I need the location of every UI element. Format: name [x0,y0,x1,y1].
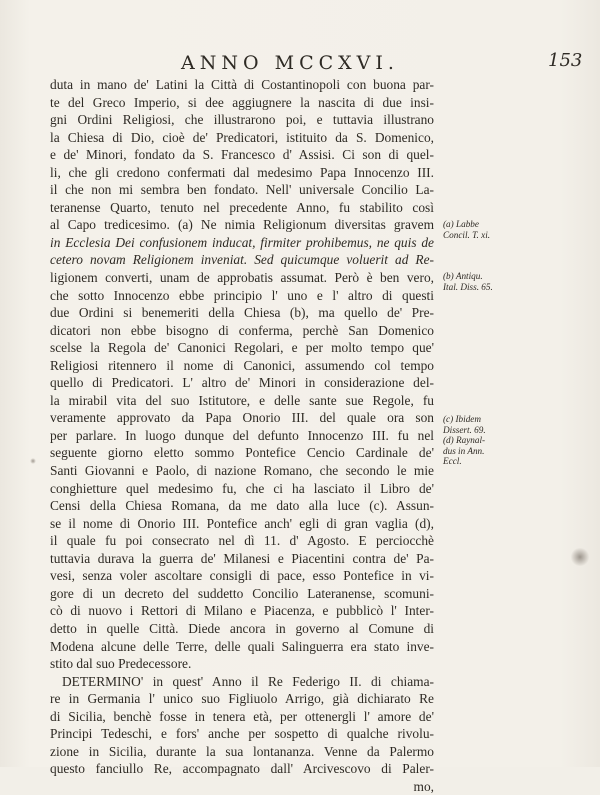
text-line: gni Ordini Religiosi, che illustrarono poi, e tuttavia illustrano [50,112,434,128]
marginal-note-a [443,219,503,240]
text-line: la Chiesa di Dio, cioè de' Predicatori, istituito da S. Domenico, [50,129,434,145]
text-line: cetero novam Religionem inveniat. Sed quicumque voluerit ad Re- [50,252,434,268]
note-line: (c) Ibidem [443,414,482,424]
text-line: duta in mano de' Latini la Città di Costantinopoli con buona par- [50,77,434,92]
note-line: Eccl. [443,456,462,466]
text-line: scelse la Regola de' Canonici Regolari, e per molto tempo que' [50,340,434,356]
text-line: teranense Quarto, tenuto nel precedente Anno, fu stabilito così [50,199,434,215]
text-line: dicatori non ebbe bisogno di conferma, perchè San Domenico [50,322,434,338]
text-line: Modena alcune delle Terre, delle quali Salinguerra era stato inve- [50,638,434,654]
text-line: zione in Sicilia, durante la sua lontananza. Venne da Palermo [50,743,434,759]
text-line: due Ordini si benemeriti della Chiesa (b), ma quello de' Pre- [50,305,434,321]
text-line: re in Germania l' unico suo Figliuolo Arrigo, già dichiarato Re [50,691,434,707]
text-line: tuttavia durava la guerra de' Milanesi e Piacentini contra de' Pa- [50,550,434,566]
text-line: vesi, senza voler ascoltare consigli di pace, esso Pontefice in vi- [50,568,434,584]
text-line: Santi Giovanni e Paolo, di nazione Romano, che secondo le mie [50,463,434,479]
text-line: il che non mi sembra ben fondato. Nell' universale Concilio La- [50,182,434,198]
text-line: Principi Tedeschi, e fors' anche per sospetto di qualche rivolu- [50,726,434,742]
text-line: veramente approvato da Papa Onorio III. del quale ora son [50,410,434,426]
text-line: la mirabil vita del suo Istitutore, e delle sante sue Regole, fu [50,392,434,408]
text-line: cò di nuovo i Rettori di Milano e Piacenza, e pubblicò l' Inter- [50,603,434,619]
text-line: Religiosi ritennero il nome di Canonici, assumendo col tempo [50,357,434,373]
text-line: detto in quelle Città. Diede ancora in governo al Comune di [50,620,434,636]
marginal-note-c-d [443,414,503,467]
note-line: (b) Antiqu. [443,271,483,281]
note-line: dus in Ann. [443,445,485,456]
text-line: conghietture quel medesimo fu, che ci ha lasciato il Libro de' [50,480,434,496]
note-line: Dissert. 69. [443,424,486,435]
page-number: 153 [548,50,583,71]
text-line: DETERMINO' in quest' Anno il Re Federigo II. di chiama- [62,673,434,689]
text-line: se il nome di Onorio III. Pontefice anch' egli di gran vaglia (d), [50,515,434,531]
text-line: al Capo tredicesimo. (a) Ne nimia Religionum diversitas gravem [50,217,434,233]
text-line: il quale fu poi consecrato nel dì 11. d' Agosto. E perciocchè [50,533,434,549]
text-line: seguente giorno eletto sommo Pontefice Cencio Cardinale de' [50,445,434,461]
marginal-note-b [443,271,503,292]
text-line: che sotto Innocenzo ebbe principio l' uno e l' altro di questi [50,287,434,303]
text-line: in Ecclesia Dei confusionem inducat, firmiter prohibemus, ne quis de [50,234,434,250]
note-line: (a) Labbe [443,219,479,229]
ink-stain [570,548,590,566]
text-line: e de' Minori, fondato da S. Francesco d' Assisi. Ci son di quel- [50,147,434,163]
note-line: Concil. T. xi. [443,229,491,240]
text-line: per parlare. In luogo dunque del defunto Innocenzo III. fu nel [50,427,434,443]
body-text [50,76,434,795]
text-line: stito dal suo Predecessore. [50,656,192,672]
text-line: questo fanciullo Re, accompagnato dall' Arcivescovo di Paler- [50,761,434,777]
ink-stain [30,458,36,464]
text-line: quello di Predicatori. L' altro de' Minori in considerazione del- [50,375,434,391]
text-line: ligionem converti, unam de approbatis assumat. Però è ben vero, [50,270,434,286]
note-line: Ital. Diss. 65. [443,281,493,292]
text-line: li, che gli credono confermati dal medesimo Papa Innocenzo III. [50,164,434,180]
running-title: ANNO MCCXVI. [181,52,399,74]
note-line: (d) Raynal- [443,435,486,445]
text-line: gore di un decreto del suddetto Concilio Lateranense, scomuni- [50,585,434,601]
text-line: di Sicilia, benchè fosse in tenera età, per ottenergli l' amore de' [50,708,434,724]
text-line: mo, [413,778,434,794]
text-line: Censi della Chiesa Romana, da me dato alla luce (c). Assun- [50,498,434,514]
text-line: te del Greco Imperio, si dee aggiugnere la nascita di due insi- [50,94,434,110]
